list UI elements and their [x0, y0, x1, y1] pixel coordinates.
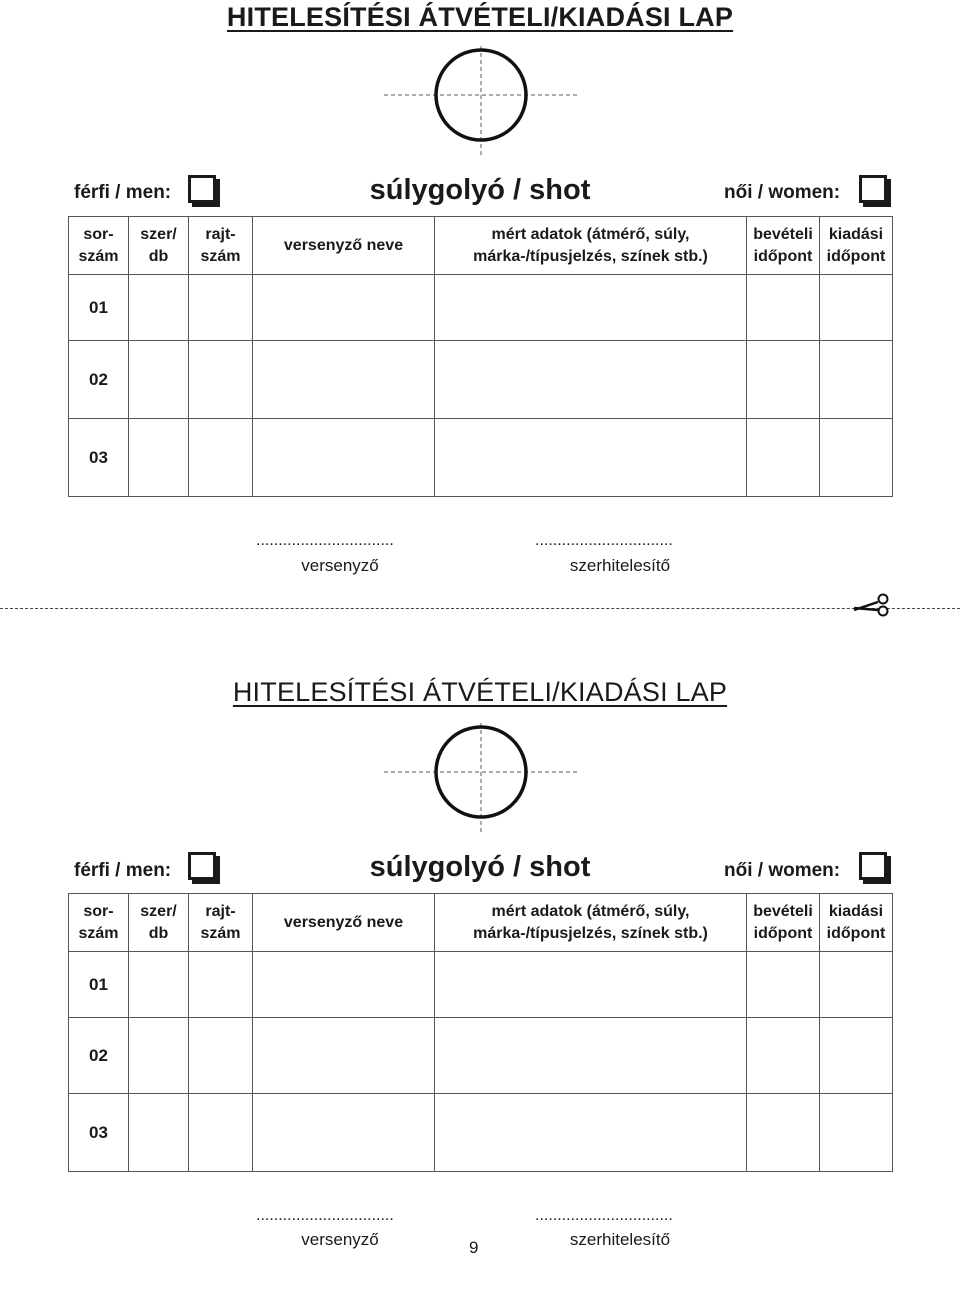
header-beveteli: bevételi időpont: [747, 217, 820, 275]
input-cell[interactable]: [820, 419, 893, 497]
event-name: súlygolyó / shot: [369, 174, 591, 206]
input-cell[interactable]: [820, 341, 893, 419]
women-label: női / women:: [724, 860, 841, 881]
header-mert-adatok: mért adatok (átmérő, súly, márka-/típusjelzés, színek stb.): [435, 217, 747, 275]
input-cell[interactable]: [129, 1094, 189, 1172]
signature-label-competitor: versenyző: [301, 1230, 379, 1249]
header-mert-adatok: mért adatok (átmérő, súly, márka-/típusjelzés, színek stb.): [435, 894, 747, 952]
equipment-table: [68, 893, 893, 1172]
event-name: súlygolyó / shot: [369, 851, 591, 883]
input-cell[interactable]: [747, 1094, 820, 1172]
input-cell[interactable]: [253, 341, 435, 419]
input-cell[interactable]: [189, 1018, 253, 1094]
scissors-icon: [852, 588, 892, 618]
signature-line-competitor[interactable]: ...............................: [256, 1207, 394, 1224]
input-cell[interactable]: [129, 275, 189, 341]
header-versenyzo-neve: versenyző neve: [253, 894, 435, 952]
input-cell[interactable]: [253, 952, 435, 1018]
signature-label-verifier: szerhitelesítő: [569, 1230, 671, 1249]
row-number: 03: [69, 419, 129, 497]
header-sorszam: sor- szám: [69, 894, 129, 952]
page-number: 9: [469, 1238, 479, 1257]
input-cell[interactable]: [253, 1094, 435, 1172]
signature-line-competitor[interactable]: ...............................: [256, 532, 394, 549]
women-label: női / women:: [724, 182, 841, 203]
form-lower: [0, 677, 960, 1297]
crosshair-circle-icon: [384, 723, 578, 833]
input-cell[interactable]: [189, 275, 253, 341]
input-cell[interactable]: [435, 952, 747, 1018]
header-szer: szer/ db: [129, 217, 189, 275]
header-rajtszam: rajt- szám: [189, 894, 253, 952]
signature-line-verifier[interactable]: ...............................: [535, 1207, 673, 1224]
input-cell[interactable]: [129, 1018, 189, 1094]
input-cell[interactable]: [747, 1018, 820, 1094]
input-cell[interactable]: [435, 341, 747, 419]
input-cell[interactable]: [129, 419, 189, 497]
table-row: [69, 341, 893, 419]
input-cell[interactable]: [820, 275, 893, 341]
header-kiadasi: kiadási időpont: [820, 894, 893, 952]
input-cell[interactable]: [189, 419, 253, 497]
table-row: [69, 1018, 893, 1094]
row-number: 01: [69, 952, 129, 1018]
input-cell[interactable]: [747, 341, 820, 419]
women-checkbox[interactable]: [859, 175, 887, 203]
input-cell[interactable]: [747, 275, 820, 341]
input-cell[interactable]: [747, 419, 820, 497]
header-kiadasi: kiadási időpont: [820, 217, 893, 275]
input-cell[interactable]: [253, 275, 435, 341]
input-cell[interactable]: [189, 1094, 253, 1172]
form-title: HITELESÍTÉSI ÁTVÉTELI/KIADÁSI LAP: [226, 2, 734, 32]
header-rajtszam: rajt- szám: [189, 217, 253, 275]
input-cell[interactable]: [747, 952, 820, 1018]
signature-label-competitor: versenyző: [301, 556, 379, 575]
crosshair-circle-icon: [384, 46, 578, 156]
men-label: férfi / men:: [74, 860, 172, 881]
table-row: [69, 952, 893, 1018]
header-versenyzo-neve: versenyző neve: [253, 217, 435, 275]
input-cell[interactable]: [820, 1094, 893, 1172]
header-beveteli: bevételi időpont: [747, 894, 820, 952]
input-cell[interactable]: [435, 1094, 747, 1172]
row-number: 03: [69, 1094, 129, 1172]
input-cell[interactable]: [189, 952, 253, 1018]
input-cell[interactable]: [129, 341, 189, 419]
input-cell[interactable]: [435, 419, 747, 497]
signature-line-verifier[interactable]: ...............................: [535, 532, 673, 549]
cut-line: [0, 608, 960, 609]
input-cell[interactable]: [129, 952, 189, 1018]
input-cell[interactable]: [820, 1018, 893, 1094]
table-header-row: [69, 217, 893, 275]
women-checkbox[interactable]: [859, 852, 887, 880]
input-cell[interactable]: [253, 1018, 435, 1094]
row-number: 01: [69, 275, 129, 341]
signature-label-verifier: szerhitelesítő: [569, 556, 671, 575]
men-label: férfi / men:: [74, 182, 172, 203]
form-title: HITELESÍTÉSI ÁTVÉTELI/KIADÁSI LAP: [232, 677, 728, 707]
row-number: 02: [69, 341, 129, 419]
equipment-table: [68, 216, 893, 497]
input-cell[interactable]: [189, 341, 253, 419]
table-header-row: [69, 894, 893, 952]
input-cell[interactable]: [820, 952, 893, 1018]
input-cell[interactable]: [253, 419, 435, 497]
header-szer: szer/ db: [129, 894, 189, 952]
input-cell[interactable]: [435, 275, 747, 341]
header-sorszam: sor- szám: [69, 217, 129, 275]
table-row: [69, 1094, 893, 1172]
form-upper: [0, 0, 960, 620]
table-row: [69, 275, 893, 341]
table-row: [69, 419, 893, 497]
input-cell[interactable]: [435, 1018, 747, 1094]
row-number: 02: [69, 1018, 129, 1094]
